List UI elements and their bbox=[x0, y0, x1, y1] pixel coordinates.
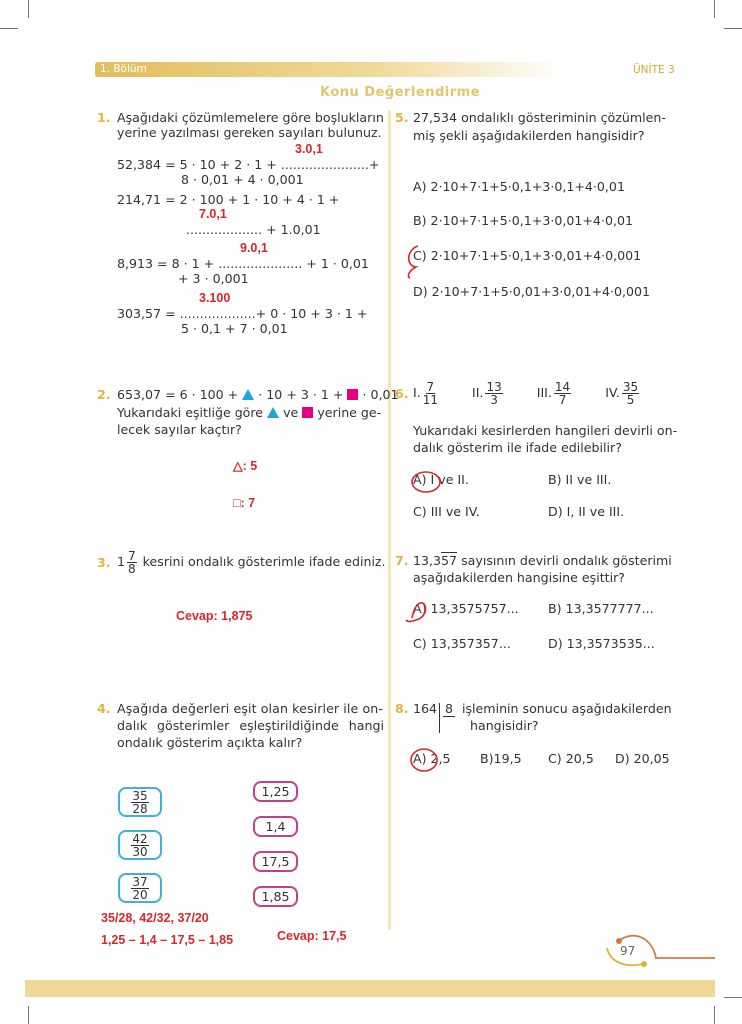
numerator: 7 bbox=[128, 549, 136, 563]
equation-part: · 0,01 bbox=[362, 387, 399, 402]
question-text: ondalık gösterim açıkta kalır? bbox=[117, 735, 303, 750]
question-number: 5. bbox=[395, 110, 409, 125]
question-number: 7. bbox=[395, 553, 409, 568]
option-d[interactable]: D) I, II ve III. bbox=[548, 504, 625, 519]
equation: 5 · 0,1 + 7 · 0,01 bbox=[181, 321, 288, 336]
option-a[interactable]: A) I ve II. bbox=[413, 472, 469, 487]
question-text: dalık gösterimler eşleştirildiğinde hangi bbox=[117, 718, 384, 733]
handwritten-work: 1,25 – 1,4 – 17,5 – 1,85 bbox=[101, 933, 234, 947]
circle-mark bbox=[408, 246, 418, 278]
handwritten-answer: 7.0,1 bbox=[199, 207, 227, 221]
number-part: 13,3 bbox=[413, 553, 442, 568]
option-b[interactable]: B) 13,3577777... bbox=[548, 601, 654, 616]
denominator: 3 bbox=[490, 393, 498, 407]
divisor: 8 bbox=[445, 701, 454, 716]
equation-part: 653,07 = 6 · 100 + bbox=[117, 387, 239, 402]
question-text: aşağıdakilerden hangisine eşittir? bbox=[413, 570, 625, 585]
question-number: 3. bbox=[97, 555, 111, 570]
roman-label: IV. bbox=[605, 385, 620, 400]
roman-label: II. bbox=[472, 385, 484, 400]
equation: 214,71 = 2 · 100 + 1 · 10 + 4 · 1 + bbox=[117, 192, 340, 207]
text-part: ve bbox=[283, 405, 299, 420]
question-text: dalık gösterim ile ifade edilebilir? bbox=[413, 440, 622, 455]
page-title: Konu Değerlendirme bbox=[320, 85, 481, 100]
numerator: 14 bbox=[554, 380, 571, 394]
mixed-whole: 1 bbox=[117, 554, 126, 569]
decimal-card: 1,25 bbox=[253, 781, 298, 802]
equation: ................... + 1.0,01 bbox=[186, 222, 321, 237]
handwritten-answer: 9.0,1 bbox=[240, 241, 268, 255]
circle-mark bbox=[412, 472, 440, 492]
handwritten-answer: △: 5 bbox=[233, 459, 258, 473]
question-number: 6. bbox=[395, 386, 409, 401]
dividend: 164 bbox=[413, 701, 438, 716]
question-text: Aşağıdaki çözümlemelere göre boşlukların bbox=[117, 110, 384, 125]
question-number: 2. bbox=[97, 387, 111, 402]
question-number: 1. bbox=[97, 110, 111, 125]
question-number: 4. bbox=[97, 701, 111, 716]
option-b[interactable]: B) II ve III. bbox=[548, 472, 612, 487]
decimal-card: 1,4 bbox=[253, 816, 298, 837]
text-part: Yukarıdaki eşitliğe göre bbox=[117, 405, 264, 420]
numerator: 35 bbox=[132, 788, 148, 803]
denominator: 5 bbox=[626, 393, 635, 407]
text-part: sayısının devirli ondalık gösterimi bbox=[461, 553, 672, 568]
repeating-digits: 57 bbox=[441, 553, 458, 568]
question-text: 27,534 ondalıklı gösteriminin çözümlen- bbox=[413, 110, 666, 125]
denominator: 8 bbox=[128, 562, 136, 576]
handwritten-answer: 3.100 bbox=[199, 291, 231, 305]
decimal-card: 17,5 bbox=[253, 851, 298, 872]
denominator: 30 bbox=[132, 844, 148, 859]
option-d[interactable]: D) 2·10+7·1+5·0,01+3·0,01+4·0,001 bbox=[413, 284, 651, 299]
handwritten-answer: Cevap: 17,5 bbox=[277, 929, 347, 943]
option-c[interactable]: C) 20,5 bbox=[548, 751, 594, 766]
equation-part: · 10 + 3 · 1 + bbox=[258, 387, 344, 402]
question-text: yerine yazılması gereken sayıları bulunuz. bbox=[117, 125, 382, 140]
equation: 52,384 = 5 · 10 + 2 · 1 + ......................+ bbox=[117, 157, 380, 172]
option-b[interactable]: B) 2·10+7·1+5·0,1+3·0,01+4·0,01 bbox=[413, 213, 633, 228]
question-number: 8. bbox=[395, 701, 409, 716]
text-part: yerine ge- bbox=[317, 405, 382, 420]
handwritten-answer: 3.0,1 bbox=[295, 142, 323, 156]
question-text: Yukarıdaki kesirlerden hangileri devirli on- bbox=[413, 423, 678, 438]
handwritten-answer: □: 7 bbox=[233, 496, 256, 510]
option-d[interactable]: D) 20,05 bbox=[615, 751, 670, 766]
option-a[interactable]: A) 2,5 bbox=[413, 751, 451, 766]
text-part: kesrini ondalık gösterimle ifade ediniz. bbox=[142, 554, 386, 569]
question-text: Aşağıda değerleri eşit olan kesirler ile on- bbox=[117, 701, 383, 716]
decimal-card: 1,85 bbox=[253, 886, 298, 907]
numerator: 35 bbox=[622, 380, 639, 394]
numerator: 37 bbox=[132, 874, 148, 889]
option-c[interactable]: C) III ve IV. bbox=[413, 504, 480, 519]
question-text: hangisidir? bbox=[470, 718, 539, 733]
option-c[interactable]: C) 13,357357... bbox=[413, 636, 511, 651]
option-a[interactable]: A) 2·10+7·1+5·0,1+3·0,1+4·0,01 bbox=[413, 179, 625, 194]
numerator: 13 bbox=[486, 380, 502, 394]
footer-bar bbox=[25, 980, 715, 997]
equation: + 3 · 0,001 bbox=[178, 271, 249, 286]
question-text: miş şekli aşağıdakilerden hangisidir? bbox=[413, 128, 645, 143]
question-text: işleminin sonucu aşağıdakilerden bbox=[462, 701, 672, 716]
numerator: 7 bbox=[426, 380, 435, 394]
footer-ornament-dot bbox=[641, 961, 647, 967]
option-d[interactable]: D) 13,3573535... bbox=[548, 636, 655, 651]
option-c[interactable]: C) 2·10+7·1+5·0,1+3·0,01+4·0,001 bbox=[413, 248, 642, 263]
circle-mark bbox=[406, 603, 426, 622]
handwritten-work: 35/28, 42/32, 37/20 bbox=[101, 911, 209, 925]
circle-mark bbox=[411, 749, 437, 771]
denominator: 28 bbox=[132, 801, 148, 816]
equation: 303,57 = ...................+ 0 · 10 + 3 · 1 + bbox=[117, 306, 368, 321]
page-number: 97 bbox=[620, 944, 636, 958]
roman-label: I. bbox=[413, 385, 421, 400]
handwritten-answer: Cevap: 1,875 bbox=[176, 609, 253, 623]
numerator: 42 bbox=[132, 831, 148, 846]
unit-label: ÜNİTE 3 bbox=[633, 64, 675, 76]
equation: 8 · 0,01 + 4 · 0,001 bbox=[181, 172, 304, 187]
equation: 8,913 = 8 · 1 + ..................... + 1 · 0,01 bbox=[117, 256, 369, 271]
roman-label: III. bbox=[536, 385, 552, 400]
section-label: 1. Bölüm bbox=[100, 63, 147, 75]
option-a[interactable]: A) 13,3575757... bbox=[413, 601, 519, 616]
denominator: 7 bbox=[558, 393, 567, 407]
denominator: 20 bbox=[132, 887, 148, 902]
question-text: lecek sayılar kaçtır? bbox=[117, 422, 242, 437]
option-b[interactable]: B)19,5 bbox=[480, 751, 522, 766]
denominator: 11 bbox=[422, 393, 438, 407]
